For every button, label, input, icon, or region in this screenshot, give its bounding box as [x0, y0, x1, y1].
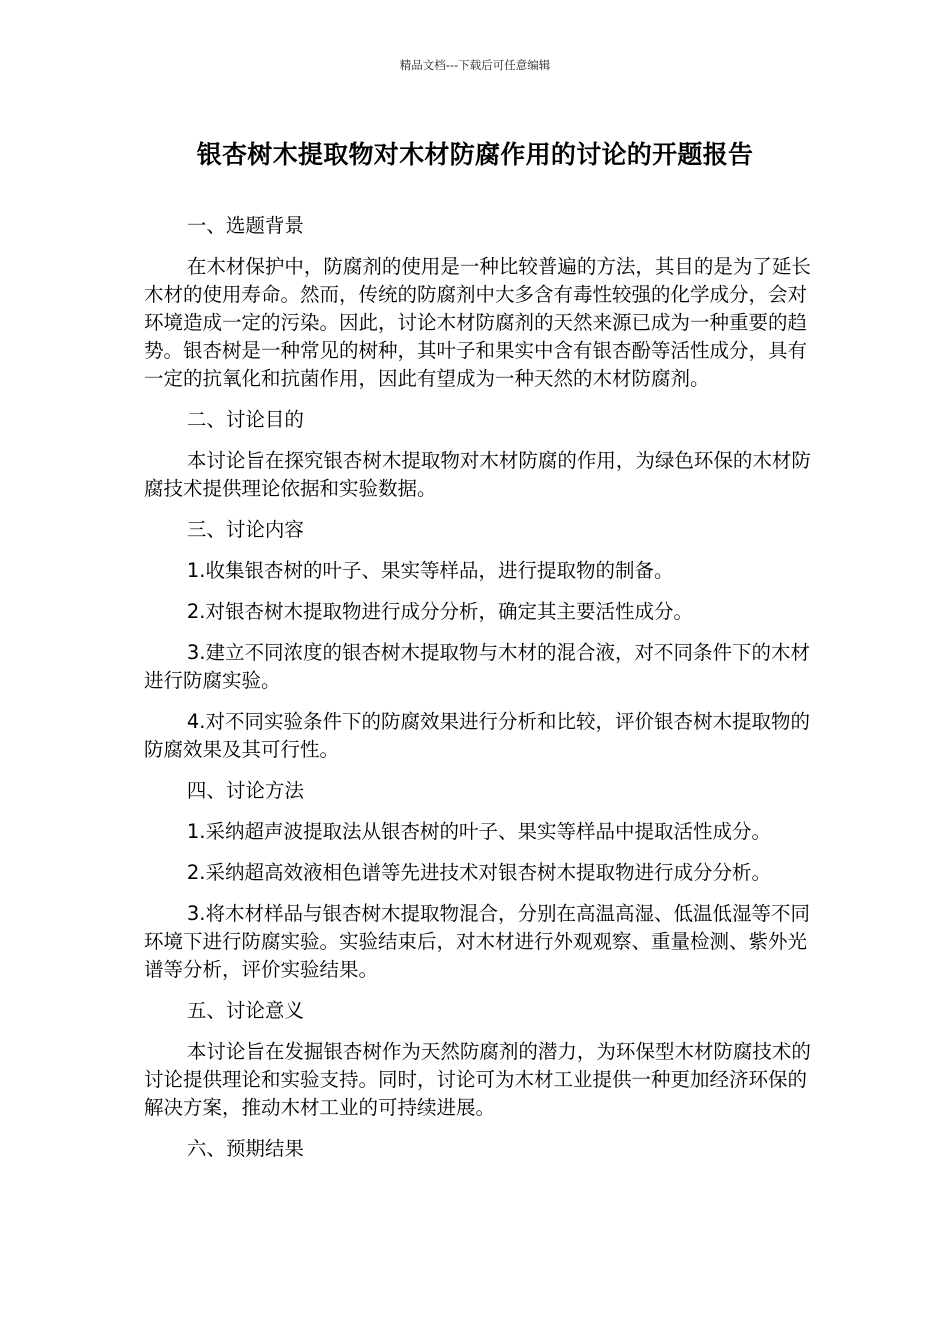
content-item-4: 4.对不同实验条件下的防腐效果进行分析和比较，评价银杏树木提取物的防腐效果及其可行性。	[144, 710, 810, 761]
section-heading-methods: 四、讨论方法	[186, 779, 304, 802]
method-item-3: 3.将木材样品与银杏树木提取物混合，分别在高温高湿、低温低湿等不同环境下进行防腐实验。实验结束后，对木材进行外观观察、重量检测、紫外光谱等分析，评价实验结果。	[144, 902, 810, 981]
document-title: 银杏树木提取物对木材防腐作用的讨论的开题报告	[196, 140, 754, 169]
method-item-2: 2.采纳超高效液相色谱等先进技术对银杏树木提取物进行成分分析。	[186, 861, 771, 884]
section-heading-significance: 五、讨论意义	[186, 999, 304, 1022]
section-heading-background: 一、选题背景	[186, 214, 304, 237]
content-item-2: 2.对银杏树木提取物进行成分分析，确定其主要活性成分。	[186, 600, 693, 623]
paragraph-significance: 本讨论旨在发掘银杏树作为天然防腐剂的潜力，为环保型木材防腐技术的讨论提供理论和实验支持。同时，讨论可为木材工业提供一种更加经济环保的解决方案，推动木材工业的可持续进展。	[144, 1040, 811, 1119]
section-heading-content: 三、讨论内容	[186, 518, 304, 541]
section-heading-expected-results: 六、预期结果	[186, 1137, 304, 1160]
page-header: 精品文档---下载后可任意编辑	[399, 58, 551, 72]
document-body	[144, 212, 812, 1176]
content-item-3: 3.建立不同浓度的银杏树木提取物与木材的混合液，对不同条件下的木材进行防腐实验。	[144, 641, 810, 692]
content-item-1: 1.收集银杏树的叶子、果实等样品，进行提取物的制备。	[186, 559, 674, 582]
method-item-1: 1.采纳超声波提取法从银杏树的叶子、果实等样品中提取活性成分。	[186, 820, 771, 843]
paragraph-purpose: 本讨论旨在探究银杏树木提取物对木材防腐的作用，为绿色环保的木材防腐技术提供理论依据和实验数据。	[144, 449, 811, 500]
paragraph-background: 在木材保护中，防腐剂的使用是一种比较普遍的方法，其目的是为了延长木材的使用寿命。然而，传统的防腐剂中大多含有毒性较强的化学成分，会对环境造成一定的污染。因此，讨论木材防腐剂的天然来源已成为一种重要的趋势。银杏树是一种常见的树种，其叶子和果实中含有银杏酚等活性成分，具有一定的抗氧化和抗菌作用，因此有望成为一种天然的木材防腐剂。	[144, 255, 811, 390]
section-heading-purpose: 二、讨论目的	[186, 408, 304, 431]
